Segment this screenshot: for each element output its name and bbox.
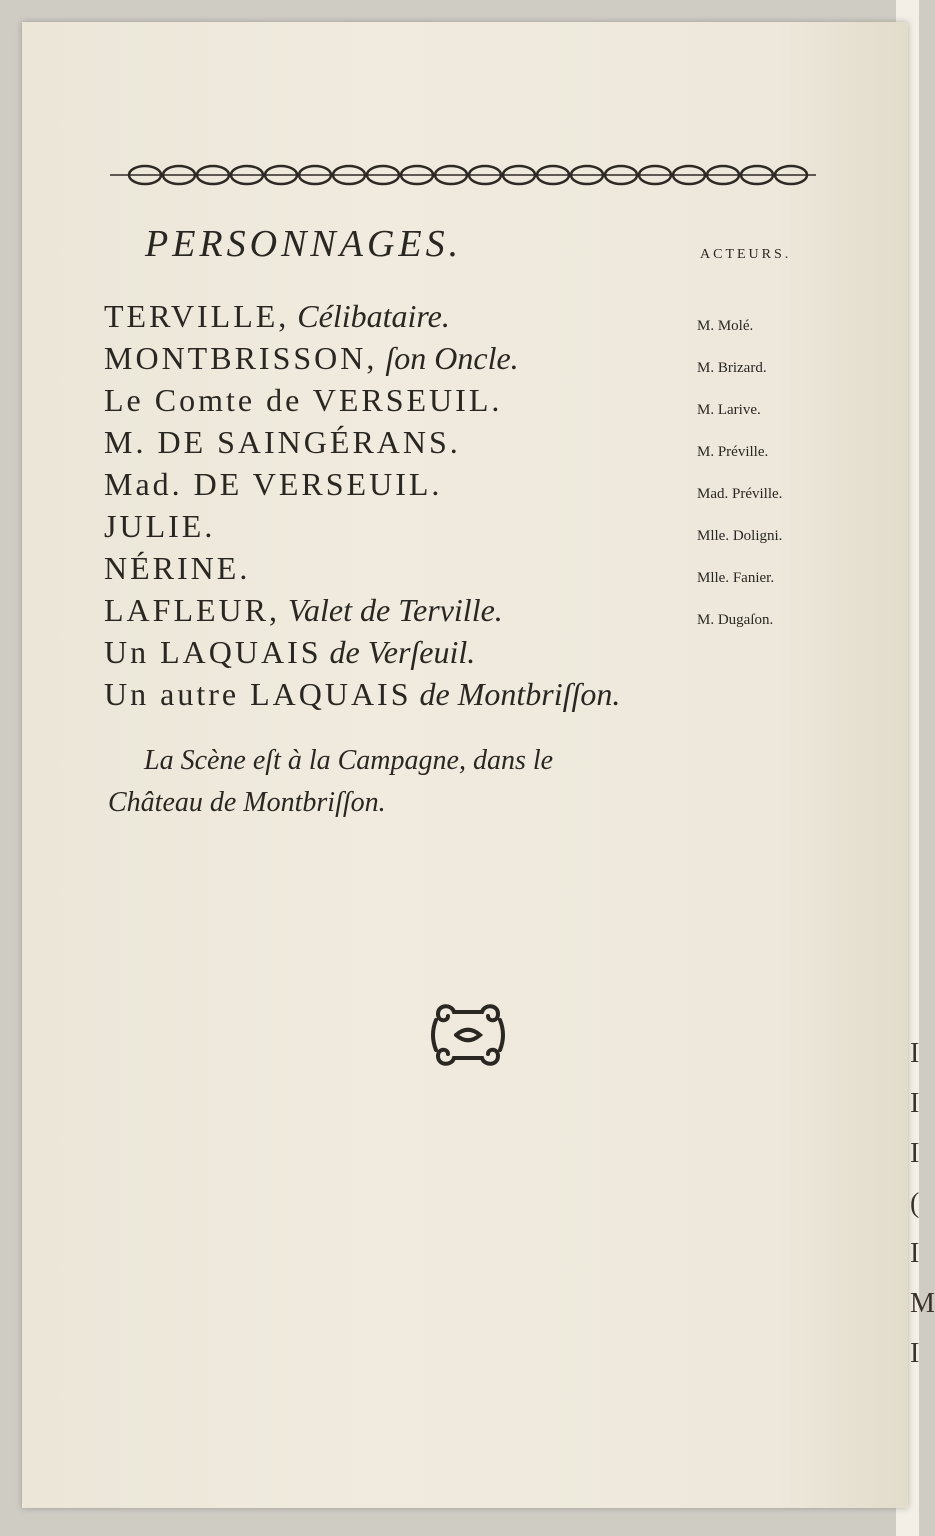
edge-letter: I bbox=[910, 1238, 920, 1269]
actor-entry: M. Dugaſon. bbox=[697, 612, 774, 628]
scene-setting bbox=[108, 740, 688, 824]
character-entry: Un LAQUAIS de Verſeuil. bbox=[104, 634, 476, 670]
character-entry: Le Comte de VERSEUIL. bbox=[104, 382, 503, 418]
actor-entry: Mad. Préville. bbox=[697, 486, 783, 502]
actor-entry: M. Larive. bbox=[697, 402, 761, 418]
character-entry: M. DE SAINGÉRANS. bbox=[104, 424, 461, 460]
edge-letter: I bbox=[910, 1138, 920, 1169]
edge-letter: I bbox=[910, 1088, 920, 1119]
character-entry: MONTBRISSON, ſon Oncle. bbox=[104, 340, 519, 376]
scene-line: La Scène eſt à la Campagne, dans le bbox=[144, 745, 554, 776]
actor-list bbox=[697, 305, 837, 641]
character-list bbox=[104, 295, 684, 715]
scene-line: Château de Montbriſſon. bbox=[108, 787, 386, 818]
actor-entry: Mlle. Fanier. bbox=[697, 570, 775, 586]
page-heading: PERSONNAGES. bbox=[145, 223, 463, 265]
edge-letter: I bbox=[910, 1038, 920, 1069]
character-entry: Un autre LAQUAIS de Montbriſſon. bbox=[104, 676, 621, 712]
character-entry: JULIE. bbox=[104, 508, 216, 544]
edge-letter: M bbox=[910, 1288, 935, 1319]
actors-heading: ACTEURS. bbox=[700, 247, 792, 262]
character-entry: NÉRINE. bbox=[104, 550, 251, 586]
character-entry: LAFLEUR, Valet de Terville. bbox=[104, 592, 503, 628]
fleuron-ornament-icon bbox=[430, 1000, 506, 1070]
actor-entry: Mlle. Doligni. bbox=[697, 528, 783, 544]
actor-entry: M. Molé. bbox=[697, 318, 754, 334]
decorative-border-ornament bbox=[110, 160, 816, 190]
edge-letter: ( bbox=[910, 1188, 920, 1219]
character-entry: TERVILLE, Célibataire. bbox=[104, 298, 450, 334]
actor-entry: M. Brizard. bbox=[697, 360, 767, 376]
actor-entry: M. Préville. bbox=[697, 444, 769, 460]
character-entry: Mad. DE VERSEUIL. bbox=[104, 466, 443, 502]
edge-letter: I bbox=[910, 1338, 920, 1369]
